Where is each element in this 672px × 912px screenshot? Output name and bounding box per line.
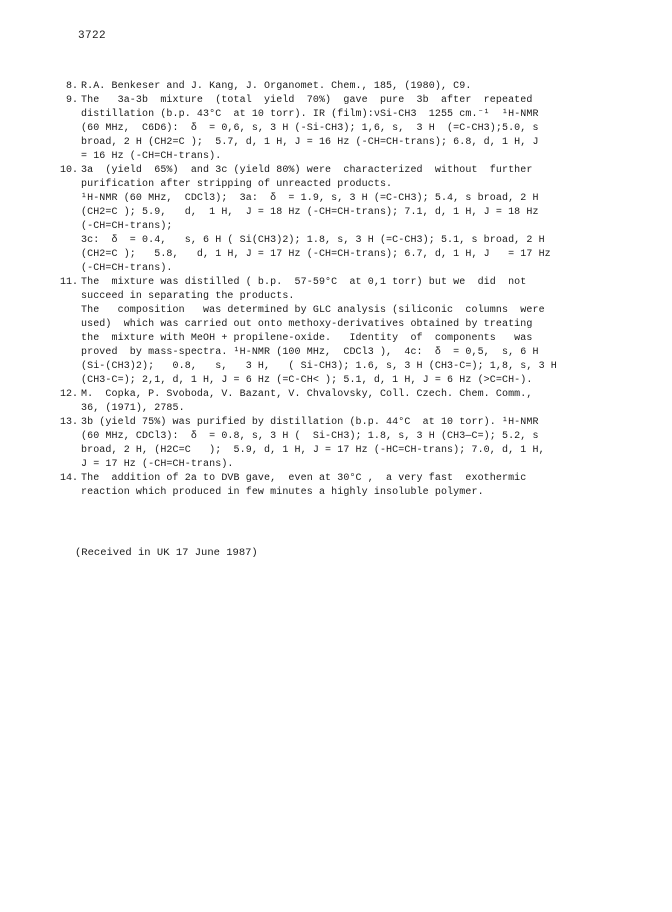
note-line: (Si-(CH3)2); 0.8, s, 3 H, ( Si-CH3); 1.6, s, 3 H (CH3-C=); 1,8, s, 3 H (81, 361, 557, 372)
note-line: (CH2=C ); 5.8, d, 1 H, J = 17 Hz (-CH=CH-trans); 6.7, d, 1 H, J = 17 Hz (81, 249, 551, 260)
note-line: used) which was carried out onto methoxy-derivatives obtained by treating (81, 319, 533, 330)
note-line: broad, 2 H (CH2=C ); 5.7, d, 1 H, J = 16 Hz (-CH=CH-trans); 6.8, d, 1 H, J (81, 137, 539, 148)
notes-list (56, 80, 616, 500)
note-body (81, 164, 616, 276)
note-number: 11. (59, 277, 78, 288)
note-line: (-CH=CH-trans). (81, 263, 173, 274)
note-13 (56, 416, 616, 472)
note-body (81, 94, 616, 164)
note-body (81, 276, 616, 388)
note-line: The 3a-3b mixture (total yield 70%) gave pure 3b after repeated (81, 95, 533, 106)
note-line: (60 MHz, CDCl3): δ = 0.8, s, 3 H ( Si-CH3); 1.8, s, 3 H (CH3—C=); 5.2, s (81, 431, 539, 442)
note-11 (56, 276, 616, 388)
note-line: the mixture with MeOH + propilene-oxide. Identity of components was (81, 333, 533, 344)
note-line: 3a (yield 65%) and 3c (yield 80%) were characterized without further (81, 165, 533, 176)
note-body (81, 416, 616, 472)
note-line: J = 17 Hz (-CH=CH-trans). (81, 459, 234, 470)
note-body (81, 80, 616, 94)
note-number: 10. (59, 165, 78, 176)
note-9 (56, 94, 616, 164)
note-line: M. Copka, P. Svoboda, V. Bazant, V. Chvalovsky, Coll. Czech. Chem. Comm., (81, 389, 533, 400)
note-line: (CH3-C=); 2,1, d, 1 H, J = 6 Hz (=C-CH< ); 5.1, d, 1 H, J = 6 Hz (>C=CH-). (81, 375, 533, 386)
note-line: The composition was determined by GLC analysis (siliconic columns were (81, 305, 545, 316)
note-body (81, 472, 616, 500)
note-line: broad, 2 H, (H2C=C ); 5.9, d, 1 H, J = 17 Hz (-HC=CH-trans); 7.0, d, 1 H, (81, 445, 545, 456)
note-line: The mixture was distilled ( b.p. 57-59°C at 0,1 torr) but we did not (81, 277, 527, 288)
note-line: proved by mass-spectra. ¹H-NMR (100 MHz, CDCl3 ), 4c: δ = 0,5, s, 6 H (81, 347, 539, 358)
note-line: 3c: δ = 0.4, s, 6 H ( Si(CH3)2); 1.8, s, 3 H (=C-CH3); 5.1, s broad, 2 H (81, 235, 545, 246)
note-line: R.A. Benkeser and J. Kang, J. Organomet. Chem., 185, (1980), C9. (81, 81, 472, 92)
note-line: (60 MHz, C6D6): δ = 0,6, s, 3 H (-Si-CH3); 1,6, s, 3 H (=C-CH3);5.0, s (81, 123, 539, 134)
note-line: purification after stripping of unreacted products. (81, 179, 393, 190)
note-number: 13. (59, 417, 78, 428)
page-number: 3722 (78, 30, 107, 42)
note-line: 3b (yield 75%) was purified by distillation (b.p. 44°C at 10 torr). ¹H-NMR (81, 417, 539, 428)
note-line: (CH2=C ); 5.9, d, 1 H, J = 18 Hz (-CH=CH-trans); 7.1, d, 1 H, J = 18 Hz (81, 207, 539, 218)
note-line: reaction which produced in few minutes a highly insoluble polymer. (81, 487, 484, 498)
note-body (81, 388, 616, 416)
note-number: 9. (65, 95, 78, 106)
note-12 (56, 388, 616, 416)
note-number: 8. (65, 81, 78, 92)
note-number: 14. (59, 473, 78, 484)
note-line: (-CH=CH-trans); (81, 221, 173, 232)
note-number: 12. (59, 389, 78, 400)
note-line: ¹H-NMR (60 MHz, CDCl3); 3a: δ = 1.9, s, 3 H (=C-CH3); 5.4, s broad, 2 H (81, 193, 539, 204)
note-8 (56, 80, 616, 94)
note-line: succeed in separating the products. (81, 291, 295, 302)
note-10 (56, 164, 616, 276)
note-14 (56, 472, 616, 500)
note-line: 36, (1971), 2785. (81, 403, 185, 414)
received-date-note: (Received in UK 17 June 1987) (75, 547, 258, 559)
note-line: The addition of 2a to DVB gave, even at 30°C , a very fast exothermic (81, 473, 527, 484)
note-line: distillation (b.p. 43°C at 10 torr). IR (film):νSi-CH3 1255 cm.⁻¹ ¹H-NMR (81, 109, 539, 120)
note-line: = 16 Hz (-CH=CH-trans). (81, 151, 222, 162)
